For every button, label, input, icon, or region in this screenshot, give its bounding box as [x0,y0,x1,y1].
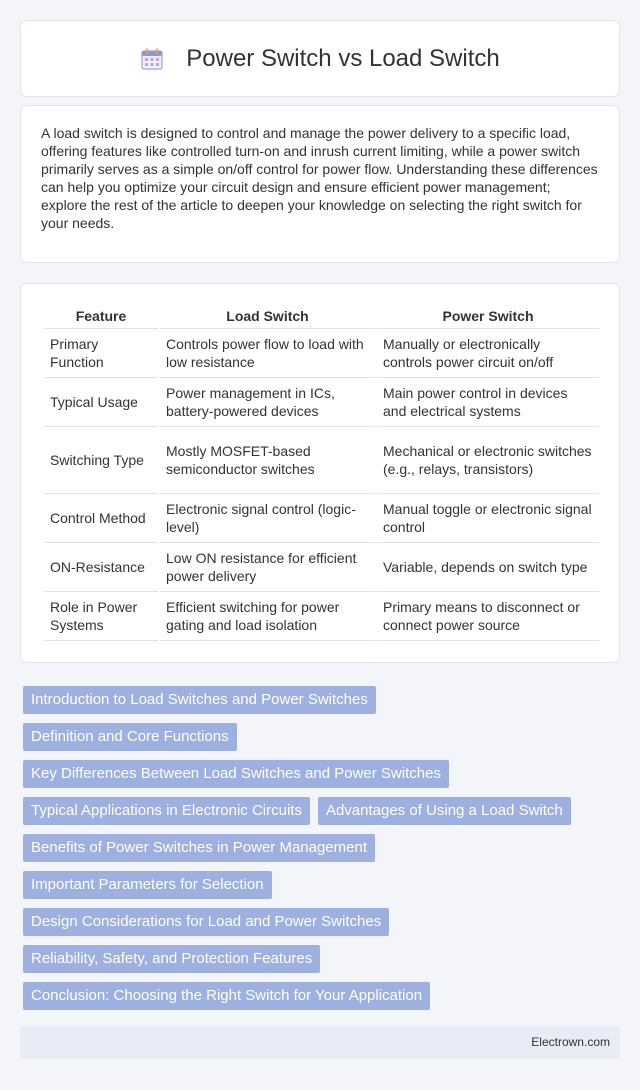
topic-link-conclusion[interactable]: Conclusion: Choosing the Right Switch for Your Application [23,982,430,1010]
table-cell: Typical Usage [44,378,158,427]
comparison-table [42,304,601,641]
topic-link-typical-applications[interactable]: Typical Applications in Electronic Circuits [23,797,310,825]
table-cell: Controls power flow to load with low resistance [160,329,375,378]
table-cell: Low ON resistance for efficient power delivery [160,543,375,592]
table-row [44,329,599,378]
table-cell: Manual toggle or electronic signal control [377,494,599,543]
title-card [20,20,620,97]
footer-site-name[interactable]: Electrown.com [531,1035,610,1049]
table-cell: Manually or electronically controls power circuit on/off [377,329,599,378]
column-header-load-switch: Load Switch [160,304,375,329]
column-header-power-switch: Power Switch [377,304,599,329]
table-header-row [44,304,599,329]
topic-link-advantages[interactable]: Advantages of Using a Load Switch [318,797,571,825]
table-row [44,427,599,494]
table-cell: Primary means to disconnect or connect power source [377,592,599,641]
topic-link-reliability[interactable]: Reliability, Safety, and Protection Features [23,945,320,973]
table-row [44,494,599,543]
page-title: Power Switch vs Load Switch [186,44,500,72]
table-cell: Electronic signal control (logic-level) [160,494,375,543]
calendar-icon [140,47,164,71]
topic-link-introduction[interactable]: Introduction to Load Switches and Power Switches [23,686,376,714]
table-cell: Control Method [44,494,158,543]
table-cell: Mostly MOSFET-based semiconductor switches [160,427,375,494]
table-cell: Efficient switching for power gating and load isolation [160,592,375,641]
topic-link-key-differences[interactable]: Key Differences Between Load Switches and Power Switches [23,760,449,788]
table-cell: ON-Resistance [44,543,158,592]
intro-card [20,105,620,263]
column-header-feature: Feature [44,304,158,329]
comparison-table-card [20,283,620,663]
footer [20,1026,620,1059]
table-cell: Switching Type [44,427,158,494]
table-row [44,543,599,592]
table-cell: Role in Power Systems [44,592,158,641]
table-cell: Main power control in devices and electrical systems [377,378,599,427]
table-row [44,592,599,641]
table-cell: Power management in ICs, battery-powered devices [160,378,375,427]
topic-link-benefits[interactable]: Benefits of Power Switches in Power Management [23,834,375,862]
table-cell: Variable, depends on switch type [377,543,599,592]
topic-link-definition[interactable]: Definition and Core Functions [23,723,237,751]
topic-link-parameters[interactable]: Important Parameters for Selection [23,871,272,899]
intro-paragraph: A load switch is designed to control and manage the power delivery to a specific load, offering features like controlled turn-on and inrush current limiting, while a power switch primarily serves as a simple on/off control for power flow. Understanding these differences can help you optimize your circuit design and ensure efficient power management; explore the rest of the article to deepen your knowledge on selecting the right switch for your needs. [41,125,598,231]
topic-link-design-considerations[interactable]: Design Considerations for Load and Power Switches [23,908,389,936]
table-row [44,378,599,427]
topic-links [23,686,623,1019]
table-cell: Mechanical or electronic switches (e.g., relays, transistors) [377,427,599,494]
table-cell: Primary Function [44,329,158,378]
